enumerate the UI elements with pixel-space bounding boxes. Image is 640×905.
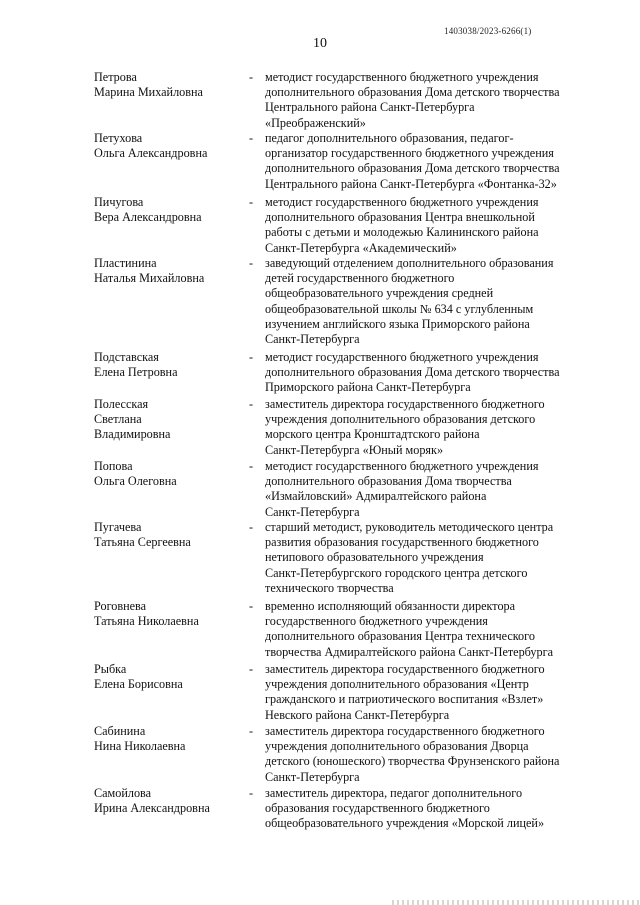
person-name (94, 131, 234, 161)
surname: Пугачева (94, 520, 142, 534)
position-line: Санкт-Петербурга «Академический» (265, 240, 457, 255)
person-name (94, 520, 234, 550)
position-line: учреждения дополнительного образования детского (265, 412, 536, 427)
position-line: общеобразовательного учреждения средней (265, 286, 494, 301)
given-names: Елена Борисовна (94, 677, 183, 692)
given-names: Ольга Александровна (94, 146, 208, 161)
position-line: учреждения дополнительного образования «Центр (265, 677, 529, 692)
position-description (265, 256, 595, 347)
position-line: учреждения дополнительного образования Дворца (265, 739, 529, 754)
position-description (265, 724, 595, 785)
patronymic: Владимировна (94, 427, 171, 442)
person-name (94, 195, 234, 225)
position-line: Санкт-Петербурга (265, 332, 360, 347)
separator-dash: - (249, 724, 254, 738)
position-line: дополнительного образования Дома детского творчества (265, 365, 560, 380)
position-line: заместитель директора государственного бюджетного (265, 397, 545, 411)
position-line: технического творчества (265, 580, 394, 595)
position-line: «Преображенский» (265, 115, 366, 130)
position-line: дополнительного образования Центра технического (265, 629, 535, 644)
surname: Пластинина (94, 256, 157, 270)
position-line: общеобразовательной школы № 634 с углубленным (265, 301, 534, 316)
separator-dash: - (249, 195, 254, 209)
position-line: заместитель директора государственного бюджетного (265, 662, 545, 676)
position-line: развития образования государственного бюджетного (265, 535, 539, 550)
surname: Пичугова (94, 195, 144, 209)
surname: Самойлова (94, 786, 152, 800)
position-description (265, 195, 595, 256)
position-line: Приморского района Санкт-Петербурга (265, 380, 471, 395)
position-line: заместитель директора, педагог дополнительного (265, 786, 523, 800)
position-line: методист государственного бюджетного учреждения (265, 350, 539, 364)
given-names: Татьяна Сергеевна (94, 535, 191, 550)
position-description (265, 786, 595, 832)
person-name (94, 459, 234, 489)
position-description (265, 131, 595, 192)
position-description (265, 662, 595, 723)
position-line: методист государственного бюджетного учреждения (265, 459, 539, 473)
separator-dash: - (249, 350, 254, 364)
person-name (94, 662, 234, 692)
person-name (94, 350, 234, 380)
person-name (94, 397, 234, 443)
position-line: дополнительного образования Центра внешкольной (265, 210, 535, 225)
position-description (265, 520, 595, 596)
position-line: Невского района Санкт-Петербурга (265, 707, 450, 722)
surname: Попова (94, 459, 133, 473)
position-line: творчества Адмиралтейского района Санкт-Петербурга (265, 644, 554, 659)
separator-dash: - (249, 256, 254, 270)
position-description (265, 599, 595, 660)
person-name (94, 786, 234, 816)
given-names: Татьяна Николаевна (94, 614, 199, 629)
position-line: заместитель директора государственного бюджетного (265, 724, 545, 738)
position-line: старший методист, руководитель методического центра (265, 520, 554, 534)
surname: Петухова (94, 131, 143, 145)
person-name (94, 724, 234, 754)
position-line: детей государственного бюджетного (265, 271, 455, 286)
position-line: Центрального района Санкт-Петербурга (265, 100, 475, 115)
position-line: общеобразовательного учреждения «Морской лицей» (265, 816, 545, 831)
given-names: Елена Петровна (94, 365, 178, 380)
given-names: Ольга Олеговна (94, 474, 177, 489)
position-description (265, 397, 595, 458)
position-line: организатор государственного бюджетного учреждения (265, 146, 554, 161)
surname: Роговнева (94, 599, 147, 613)
given-names: Светлана (94, 412, 142, 427)
separator-dash: - (249, 662, 254, 676)
position-line: детского (юношеского) творчества Фрунзенского района (265, 754, 560, 769)
person-name (94, 70, 234, 100)
position-line: морского центра Кронштадтского района (265, 427, 480, 442)
position-line: педагог дополнительного образования, педагог- (265, 131, 514, 145)
position-line: гражданского и патриотического воспитания «Взлет» (265, 692, 544, 707)
position-line: Санкт-Петербургского городского центра детского (265, 565, 528, 580)
document-number: 1403038/2023-6266(1) (444, 26, 532, 36)
position-description (265, 350, 595, 396)
person-name (94, 256, 234, 286)
position-line: Центрального района Санкт-Петербурга «Фонтанка-32» (265, 176, 557, 191)
surname: Полесская (94, 397, 149, 411)
surname: Петрова (94, 70, 137, 84)
position-description (265, 459, 595, 520)
separator-dash: - (249, 786, 254, 800)
scan-edge-artifact (392, 900, 640, 905)
position-line: Санкт-Петербурга «Юный моряк» (265, 442, 444, 457)
separator-dash: - (249, 131, 254, 145)
position-line: «Измайловский» Адмиралтейского района (265, 489, 487, 504)
position-description (265, 70, 595, 131)
position-line: дополнительного образования Дома творчества (265, 474, 512, 489)
position-line: Санкт-Петербурга (265, 769, 360, 784)
surname: Подставская (94, 350, 159, 364)
separator-dash: - (249, 70, 254, 84)
position-line: Санкт-Петербурга (265, 504, 360, 519)
separator-dash: - (249, 520, 254, 534)
position-line: работы с детьми и молодежью Калининского района (265, 225, 539, 240)
separator-dash: - (249, 459, 254, 473)
person-name (94, 599, 234, 629)
position-line: дополнительного образования Дома детского творчества (265, 161, 560, 176)
given-names: Марина Михайловна (94, 85, 203, 100)
given-names: Нина Николаевна (94, 739, 186, 754)
position-line: образования государственного бюджетного (265, 801, 490, 816)
position-line: методист государственного бюджетного учреждения (265, 70, 539, 84)
given-names: Ирина Александровна (94, 801, 210, 816)
position-line: заведующий отделением дополнительного образования (265, 256, 554, 270)
page-number: 10 (313, 36, 327, 51)
position-line: временно исполняющий обязанности директора (265, 599, 516, 613)
separator-dash: - (249, 397, 254, 411)
given-names: Вера Александровна (94, 210, 202, 225)
surname: Рыбка (94, 662, 127, 676)
position-line: изучением английского языка Приморского района (265, 316, 530, 331)
given-names: Наталья Михайловна (94, 271, 205, 286)
surname: Сабинина (94, 724, 146, 738)
separator-dash: - (249, 599, 254, 613)
position-line: методист государственного бюджетного учреждения (265, 195, 539, 209)
position-line: нетипового образовательного учреждения (265, 550, 484, 565)
position-line: государственного бюджетного учреждения (265, 614, 488, 629)
position-line: дополнительного образования Дома детского творчества (265, 85, 560, 100)
